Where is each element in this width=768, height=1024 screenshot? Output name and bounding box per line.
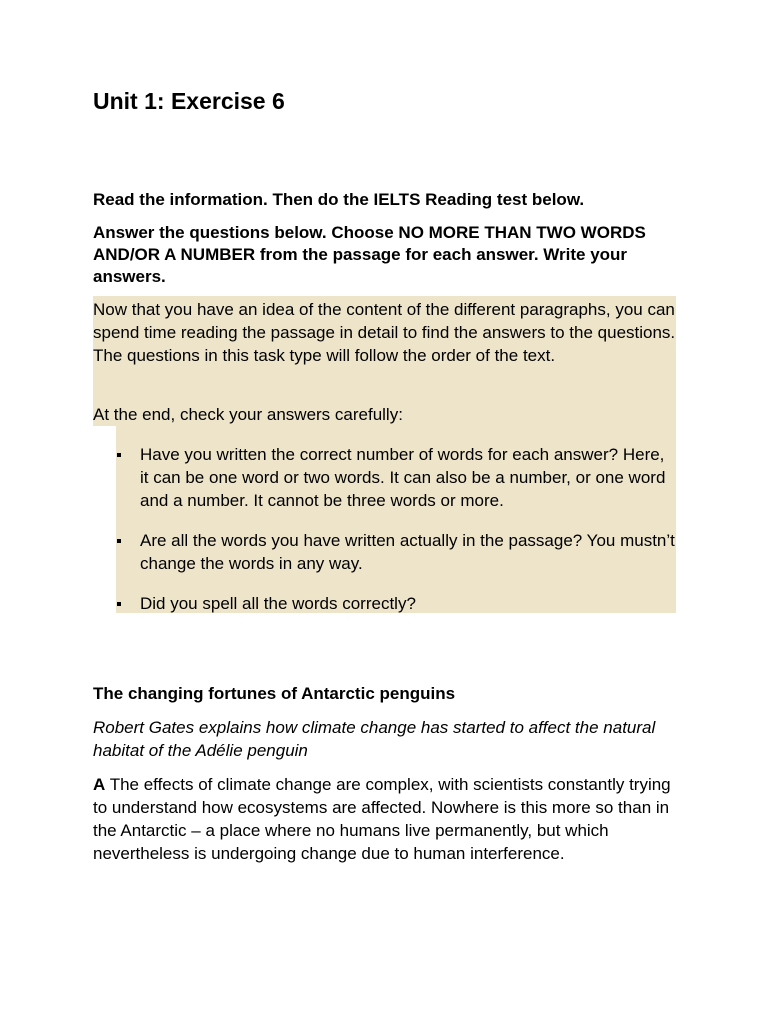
passage-subtitle: Robert Gates explains how climate change has started to affect the natural habitat of the Adélie penguin (93, 718, 656, 760)
passage-paragraph-a (93, 773, 676, 865)
bullet-square-icon (117, 539, 121, 543)
bullet-square-icon (117, 602, 121, 606)
tip-checklist (93, 443, 676, 632)
instruction-answer: Answer the questions below. Choose NO MORE THAN TWO WORDS AND/OR A NUMBER from the passage for each answer. Write your answers. (93, 223, 646, 286)
tip-check-intro: At the end, check your answers carefully: (93, 405, 403, 424)
checklist-item (93, 443, 676, 512)
page-title: Unit 1: Exercise 6 (93, 88, 285, 114)
instruction-read: Read the information. Then do the IELTS Reading test below. (93, 190, 585, 209)
passage-heading: The changing fortunes of Antarctic penguins (93, 684, 456, 703)
checklist-item (93, 592, 676, 615)
paragraph-letter: A (93, 775, 106, 794)
tip-paragraph: Now that you have an idea of the content of the different paragraphs, you can spend time reading the passage in detail to find the answers to the questions. The questions in this task type will follow the order of the text. (93, 300, 676, 365)
checklist-item-text: Are all the words you have written actually in the passage? You mustn’t change the words in any way. (140, 531, 675, 573)
checklist-item-text: Have you written the correct number of words for each answer? Here, it can be one word or two words. It can also be a number, or one word and a number. It cannot be three words or more. (140, 445, 666, 510)
checklist-item (93, 529, 676, 575)
bullet-square-icon (117, 453, 121, 457)
checklist-item-text: Did you spell all the words correctly? (140, 594, 416, 613)
paragraph-a-text: The effects of climate change are complex, with scientists constantly trying to understand how ecosystems are affected. Nowhere is this more so than in the Antarctic – a place where no humans live permanently, but which nevertheless is undergoing change due to human interference. (93, 775, 671, 863)
